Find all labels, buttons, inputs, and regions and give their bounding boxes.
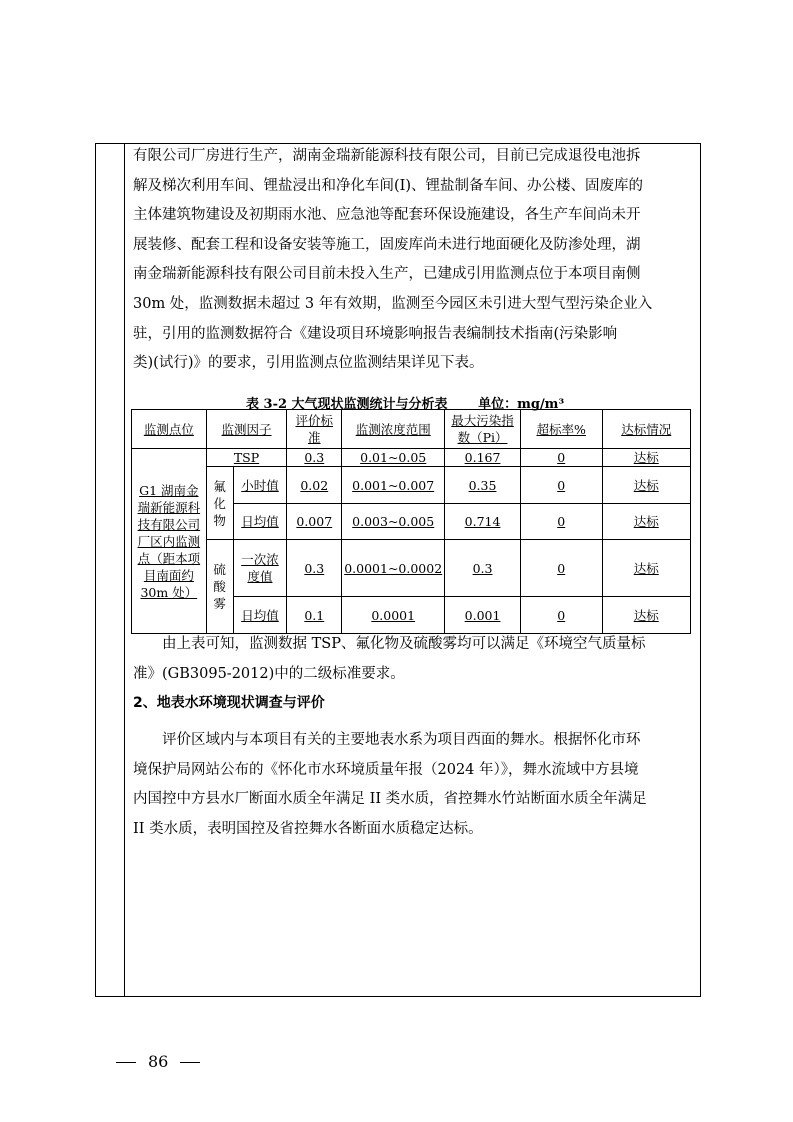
standard-cell: 0.1: [287, 597, 342, 634]
rate-cell: 0: [520, 449, 602, 467]
dash-left: [116, 1062, 136, 1063]
table-caption-title: 大气现状监测统计与分析表: [291, 397, 448, 412]
table-header-row: [132, 410, 691, 449]
range-cell: 0.0001~0.0002: [342, 540, 445, 597]
factor-cell: TSP: [206, 449, 287, 467]
water-line: 境保护局网站公布的《怀化市水环境质量年报（2024 年）》，舞水流域中方县境: [133, 761, 639, 778]
page-number: [104, 1052, 212, 1071]
range-cell: 0.01~0.05: [342, 449, 445, 467]
left-column: [96, 144, 125, 996]
range-cell: 0.001~0.007: [342, 467, 445, 504]
range-cell: 0.003~0.005: [342, 504, 445, 540]
site-cell: G1 湖南金瑞新能源科技有限公司厂区内监测点（距本项目南面约 30m 处）: [132, 449, 207, 634]
intro-line: 有限公司厂房进行生产，湖南金瑞新能源科技有限公司，目前已完成退役电池拆: [133, 148, 641, 164]
standard-cell: 0.3: [287, 540, 342, 597]
standard-cell: 0.02: [287, 467, 342, 504]
header-cell: 超标率%: [520, 410, 602, 449]
water-line: 内国控中方县水厂断面水质全年满足 II 类水质，省控舞水竹站断面水质全年满足: [133, 791, 647, 808]
dash-right: [180, 1062, 200, 1063]
pi-cell: 0.001: [445, 597, 521, 634]
factor-group-cell: 硫酸雾: [206, 540, 233, 634]
intro-line: 展装修、配套工程和设备安装等施工，固废库尚未进行地面硬化及防渗处理，湖: [133, 236, 641, 253]
conclusion-paragraph: [133, 630, 693, 689]
header-cell: 监测点位: [132, 410, 207, 449]
section-heading: 2、地表水环境现状调查与评价: [133, 695, 325, 711]
pi-cell: 0.3: [445, 540, 521, 597]
pi-cell: 0.167: [445, 449, 521, 467]
factor-cell: 日均值: [233, 504, 287, 540]
status-cell: 达标: [602, 540, 691, 597]
table-row: [132, 449, 691, 467]
standard-cell: 0.007: [287, 504, 342, 540]
conclusion-line: 由上表可知，监测数据 TSP、氟化物及硫酸雾均可以满足《环境空气质量标: [162, 636, 646, 652]
header-cell: 评价标准: [287, 410, 342, 449]
header-cell: 达标情况: [602, 410, 691, 449]
factor-group-cell: 氟化物: [206, 467, 233, 540]
standard-cell: 0.3: [287, 449, 342, 467]
intro-line: 驻，引用的监测数据符合《建设项目环境影响报告表编制技术指南(污染影响: [133, 325, 618, 342]
status-cell: 达标: [602, 504, 691, 540]
status-cell: 达标: [602, 597, 691, 634]
rate-cell: 0: [520, 504, 602, 540]
table-row: [132, 467, 691, 504]
factor-cell: 小时值: [233, 467, 287, 504]
factor-cell: 日均值: [233, 597, 287, 634]
status-cell: 达标: [602, 449, 691, 467]
intro-line: 解及梯次利用车间、锂盐浸出和净化车间(I)、锂盐制备车间、办公楼、固废库的: [133, 177, 644, 194]
page-number-text: 86: [148, 1052, 169, 1071]
range-cell: 0.0001: [342, 597, 445, 634]
water-line: II 类水质，表明国控及省控舞水各断面水质稳定达标。: [133, 820, 483, 837]
water-paragraph: [133, 726, 693, 844]
rate-cell: 0: [520, 597, 602, 634]
conclusion-line: 准》(GB3095-2012)中的二级标准要求。: [133, 665, 405, 682]
intro-line: 类)(试行)》的要求，引用监测点位监测结果详见下表。: [133, 355, 484, 372]
rate-cell: 0: [520, 467, 602, 504]
factor-cell: 一次浓度值: [233, 540, 287, 597]
monitoring-table: [131, 409, 691, 634]
water-line: 评价区域内与本项目有关的主要地表水系为项目西面的舞水。根据怀化市环: [162, 732, 641, 748]
header-cell: 监测浓度范围: [342, 410, 445, 449]
intro-line: 主体建筑物建设及初期雨水池、应急池等配套环保设施建设，各生产车间尚未开: [133, 207, 641, 224]
intro-line: 南金瑞新能源科技有限公司目前未投入生产，已建成引用监测点位于本项目南侧: [133, 266, 641, 283]
status-cell: 达标: [602, 467, 691, 504]
intro-line: 30m 处，监测数据未超过 3 年有效期，监测至今园区未引进大型气型污染企业入: [133, 295, 653, 312]
header-cell: 最大污染指数（Pi）: [445, 410, 521, 449]
rate-cell: 0: [520, 540, 602, 597]
table-row: [132, 540, 691, 597]
table-caption-number: 表 3-2: [246, 397, 288, 412]
intro-paragraph: [133, 142, 693, 379]
pi-cell: 0.714: [445, 504, 521, 540]
pi-cell: 0.35: [445, 467, 521, 504]
table-caption-unit: 单位：mg/m³: [478, 397, 565, 412]
header-cell: 监测因子: [206, 410, 287, 449]
